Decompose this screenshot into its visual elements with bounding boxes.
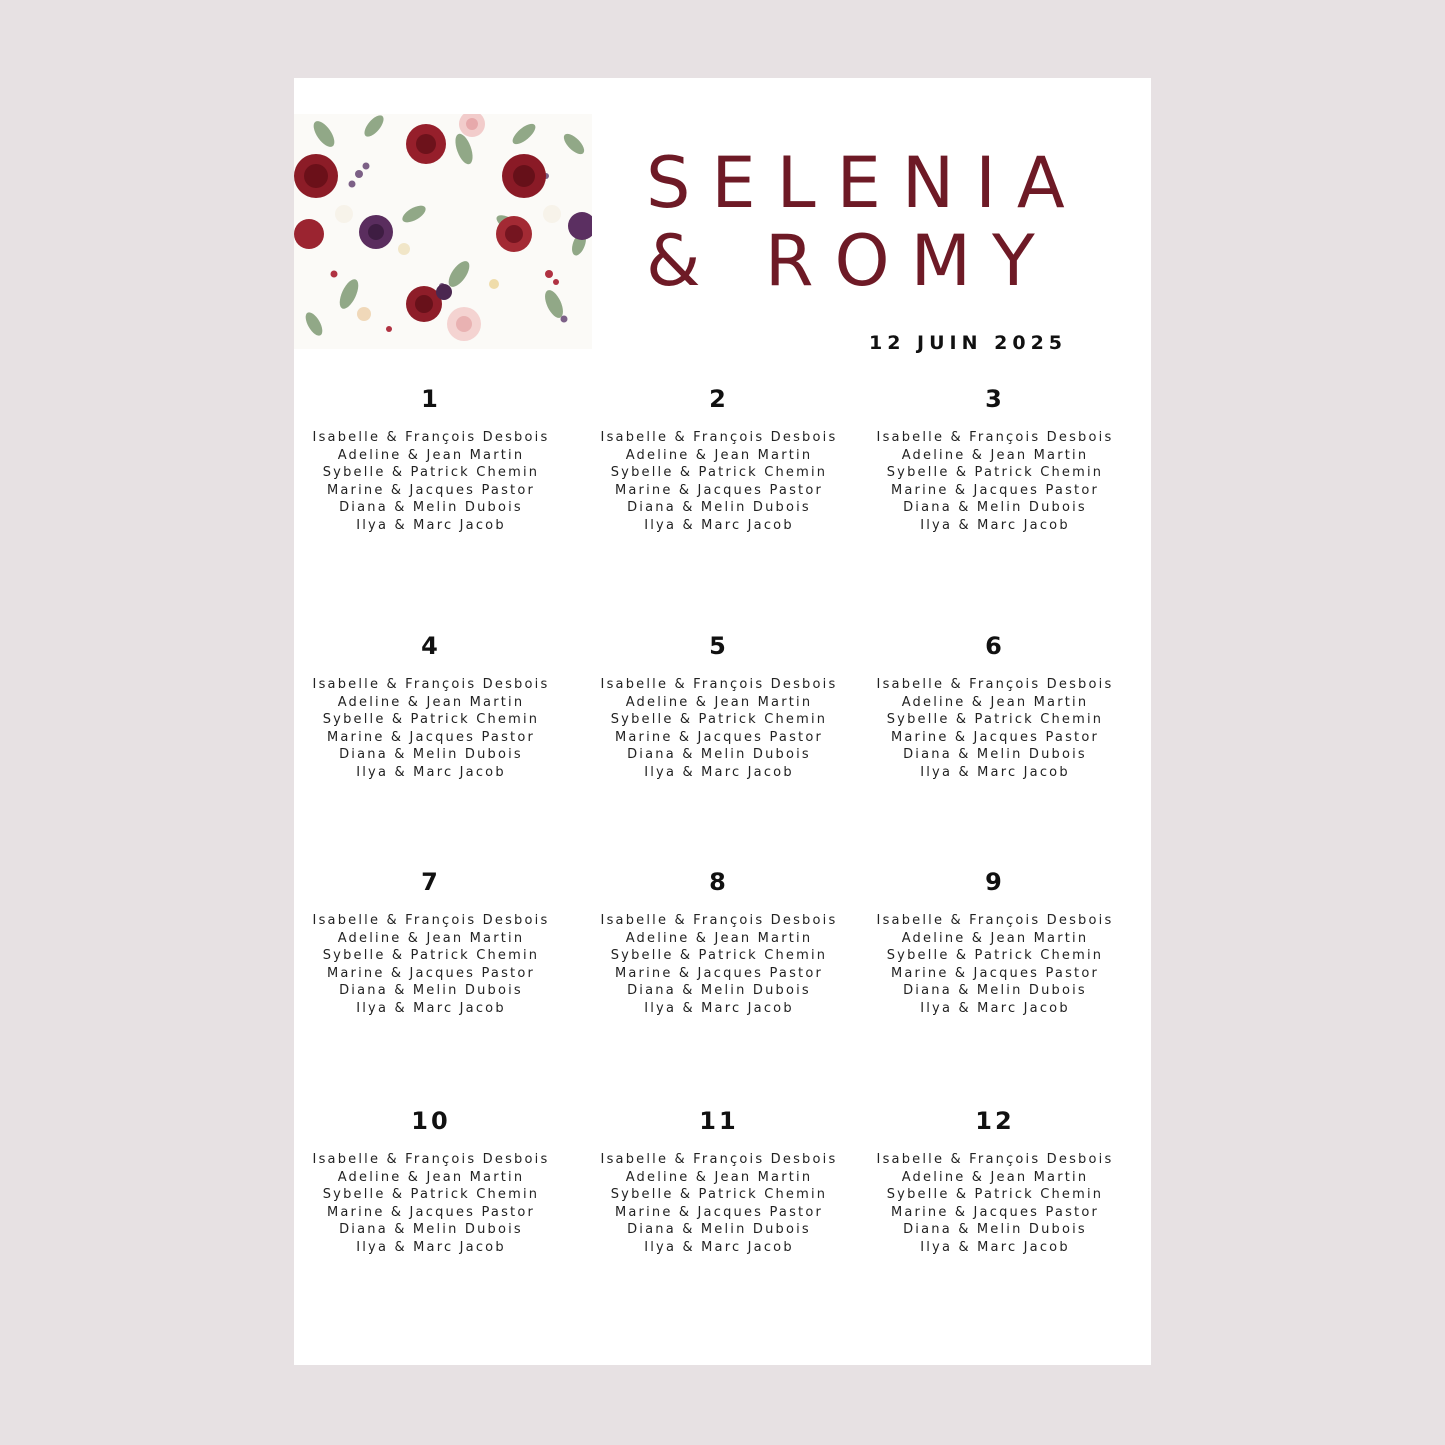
guest-name: Sybelle & Patrick Chemin bbox=[886, 712, 1104, 727]
guest-name: Ilya & Marc Jacob bbox=[356, 1239, 506, 1255]
guest-name: Ilya & Marc Jacob bbox=[356, 1000, 506, 1016]
guest-name: Diana & Melin Dubois bbox=[339, 1222, 523, 1237]
guest-name: Isabelle & François Desbois bbox=[312, 430, 550, 445]
guest-list bbox=[294, 912, 576, 1017]
table-11 bbox=[574, 1104, 864, 1256]
guest-name: Marine & Jacques Pastor bbox=[326, 482, 536, 498]
guest-name: Sybelle & Patrick Chemin bbox=[610, 465, 828, 480]
guest-name: Isabelle & François Desbois bbox=[312, 677, 550, 692]
guest-name: Diana & Melin Dubois bbox=[339, 747, 523, 762]
guest-name: Ilya & Marc Jacob bbox=[644, 1000, 794, 1016]
guest-name: Diana & Melin Dubois bbox=[903, 500, 1087, 515]
seating-chart-poster bbox=[294, 78, 1151, 1365]
guest-name: Ilya & Marc Jacob bbox=[920, 1000, 1070, 1016]
guest-name: Isabelle & François Desbois bbox=[876, 677, 1114, 692]
guest-list bbox=[574, 1151, 864, 1256]
table-2 bbox=[574, 382, 864, 534]
guest-name: Sybelle & Patrick Chemin bbox=[610, 712, 828, 727]
guest-name: Diana & Melin Dubois bbox=[627, 1222, 811, 1237]
guest-name: Marine & Jacques Pastor bbox=[890, 965, 1100, 981]
guest-name: Adeline & Jean Martin bbox=[901, 447, 1089, 463]
guest-name: Sybelle & Patrick Chemin bbox=[886, 948, 1104, 963]
guest-list bbox=[294, 429, 576, 534]
table-number: 3 bbox=[985, 385, 1005, 413]
guest-list bbox=[850, 1151, 1140, 1256]
guest-name: Sybelle & Patrick Chemin bbox=[886, 465, 1104, 480]
table-number: 10 bbox=[411, 1107, 451, 1135]
table-number: 9 bbox=[985, 868, 1005, 896]
guest-name: Marine & Jacques Pastor bbox=[326, 1204, 536, 1220]
guest-list bbox=[850, 912, 1140, 1017]
table-10 bbox=[294, 1104, 576, 1256]
guest-name: Marine & Jacques Pastor bbox=[890, 1204, 1100, 1220]
guest-name: Marine & Jacques Pastor bbox=[614, 729, 824, 745]
guest-name: Adeline & Jean Martin bbox=[625, 447, 813, 463]
guest-name: Ilya & Marc Jacob bbox=[644, 517, 794, 533]
guest-name: Diana & Melin Dubois bbox=[339, 500, 523, 515]
guest-list bbox=[294, 1151, 576, 1256]
guest-name: Diana & Melin Dubois bbox=[903, 983, 1087, 998]
guest-name: Marine & Jacques Pastor bbox=[326, 965, 536, 981]
guest-name: Diana & Melin Dubois bbox=[627, 500, 811, 515]
guest-name: Adeline & Jean Martin bbox=[625, 694, 813, 710]
name-line-2: & ROMY bbox=[646, 220, 1056, 302]
guest-name: Adeline & Jean Martin bbox=[337, 694, 525, 710]
guest-name: Isabelle & François Desbois bbox=[876, 1152, 1114, 1167]
guest-name: Isabelle & François Desbois bbox=[600, 913, 838, 928]
guest-name: Adeline & Jean Martin bbox=[625, 930, 813, 946]
guest-name: Adeline & Jean Martin bbox=[337, 1169, 525, 1185]
table-number: 1 bbox=[421, 385, 441, 413]
guest-list bbox=[574, 429, 864, 534]
table-5 bbox=[574, 629, 864, 781]
table-12 bbox=[850, 1104, 1140, 1256]
guest-name: Marine & Jacques Pastor bbox=[614, 965, 824, 981]
table-number: 12 bbox=[975, 1107, 1015, 1135]
guest-name: Sybelle & Patrick Chemin bbox=[610, 1187, 828, 1202]
guest-name: Ilya & Marc Jacob bbox=[920, 517, 1070, 533]
couple-names bbox=[646, 144, 1086, 300]
table-number: 8 bbox=[709, 868, 729, 896]
guest-name: Sybelle & Patrick Chemin bbox=[322, 1187, 540, 1202]
floral-illustration bbox=[294, 114, 592, 349]
guest-name: Isabelle & François Desbois bbox=[600, 430, 838, 445]
table-number: 6 bbox=[985, 632, 1005, 660]
guest-name: Ilya & Marc Jacob bbox=[356, 517, 506, 533]
table-number: 5 bbox=[709, 632, 729, 660]
guest-name: Marine & Jacques Pastor bbox=[890, 729, 1100, 745]
guest-name: Diana & Melin Dubois bbox=[627, 747, 811, 762]
guest-name: Sybelle & Patrick Chemin bbox=[322, 948, 540, 963]
guest-name: Isabelle & François Desbois bbox=[876, 913, 1114, 928]
guest-name: Diana & Melin Dubois bbox=[903, 747, 1087, 762]
guest-name: Diana & Melin Dubois bbox=[903, 1222, 1087, 1237]
guest-list bbox=[574, 912, 864, 1017]
guest-list bbox=[294, 676, 576, 781]
guest-list bbox=[574, 676, 864, 781]
guest-name: Adeline & Jean Martin bbox=[901, 694, 1089, 710]
table-6 bbox=[850, 629, 1140, 781]
guest-name: Sybelle & Patrick Chemin bbox=[886, 1187, 1104, 1202]
table-7 bbox=[294, 865, 576, 1017]
guest-name: Isabelle & François Desbois bbox=[600, 1152, 838, 1167]
table-8 bbox=[574, 865, 864, 1017]
guest-name: Adeline & Jean Martin bbox=[901, 930, 1089, 946]
guest-name: Sybelle & Patrick Chemin bbox=[322, 465, 540, 480]
table-4 bbox=[294, 629, 576, 781]
guest-name: Ilya & Marc Jacob bbox=[644, 764, 794, 780]
guest-name: Isabelle & François Desbois bbox=[600, 677, 838, 692]
guest-name: Isabelle & François Desbois bbox=[876, 430, 1114, 445]
guest-name: Adeline & Jean Martin bbox=[625, 1169, 813, 1185]
guest-list bbox=[850, 429, 1140, 534]
table-number: 7 bbox=[421, 868, 441, 896]
guest-name: Diana & Melin Dubois bbox=[339, 983, 523, 998]
guest-name: Marine & Jacques Pastor bbox=[614, 482, 824, 498]
guest-name: Marine & Jacques Pastor bbox=[890, 482, 1100, 498]
guest-name: Adeline & Jean Martin bbox=[901, 1169, 1089, 1185]
table-number: 4 bbox=[421, 632, 441, 660]
table-1 bbox=[294, 382, 576, 534]
guest-name: Ilya & Marc Jacob bbox=[920, 764, 1070, 780]
guest-list bbox=[850, 676, 1140, 781]
guest-name: Sybelle & Patrick Chemin bbox=[610, 948, 828, 963]
guest-name: Adeline & Jean Martin bbox=[337, 447, 525, 463]
floral-pattern-image bbox=[294, 114, 592, 349]
guest-name: Isabelle & François Desbois bbox=[312, 1152, 550, 1167]
guest-name: Ilya & Marc Jacob bbox=[644, 1239, 794, 1255]
guest-name: Sybelle & Patrick Chemin bbox=[322, 712, 540, 727]
guest-name: Ilya & Marc Jacob bbox=[920, 1239, 1070, 1255]
table-number: 11 bbox=[699, 1107, 739, 1135]
table-3 bbox=[850, 382, 1140, 534]
guest-name: Diana & Melin Dubois bbox=[627, 983, 811, 998]
guest-name: Marine & Jacques Pastor bbox=[614, 1204, 824, 1220]
guest-name: Ilya & Marc Jacob bbox=[356, 764, 506, 780]
guest-name: Adeline & Jean Martin bbox=[337, 930, 525, 946]
name-line-1: SELENIA bbox=[646, 142, 1086, 224]
guest-name: Isabelle & François Desbois bbox=[312, 913, 550, 928]
guest-name: Marine & Jacques Pastor bbox=[326, 729, 536, 745]
table-9 bbox=[850, 865, 1140, 1017]
table-number: 2 bbox=[709, 385, 729, 413]
wedding-date: 12 JUIN 2025 bbox=[869, 332, 1068, 354]
